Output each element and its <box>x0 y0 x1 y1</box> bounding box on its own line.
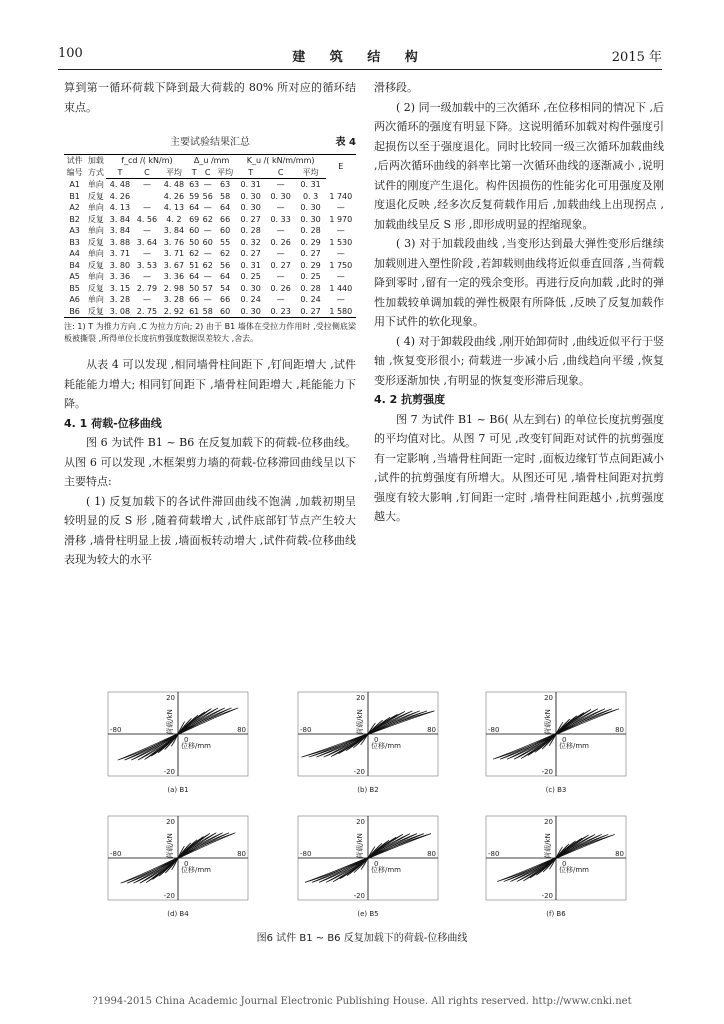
table-cell: 0. 30 <box>300 214 321 224</box>
y-tick-label: 20 <box>356 694 365 702</box>
table-cell: — <box>336 295 345 304</box>
table-cell: 0. 30 <box>270 191 291 201</box>
table-cell: — <box>142 249 151 258</box>
table-cell: 60 <box>219 226 231 235</box>
table-cell: 1 970 <box>329 214 353 224</box>
table-cell: 0. 24 <box>300 295 321 304</box>
table-cell: 2. 79 <box>136 283 158 293</box>
x-tick-label: 0 <box>184 860 189 868</box>
table-cell: 4. 13 <box>109 203 131 212</box>
x-tick-label: 0 <box>184 736 189 744</box>
y-axis-label: 荷载/kN <box>356 709 364 735</box>
y-tick-label: 20 <box>166 694 175 702</box>
table-cell: — <box>276 180 285 189</box>
table-subheader-cell: 平均 <box>296 167 326 179</box>
table-cell: — <box>276 272 285 281</box>
table-cell: 3. 36 <box>109 272 131 281</box>
table-cell: 0. 27 <box>300 249 321 258</box>
page-number: 100 <box>58 46 83 61</box>
x-tick-label: 0 <box>374 860 379 868</box>
figure-caption: 图6 试件 B1 ~ B6 反复加载下的荷载-位移曲线 <box>256 933 468 944</box>
table-cell: — <box>203 226 212 235</box>
table-cell: A5 <box>69 272 80 281</box>
table-cell: 0. 28 <box>300 226 321 235</box>
table-cell: — <box>336 249 345 258</box>
table-cell: 1 440 <box>329 283 353 293</box>
table-cell: — <box>276 249 285 258</box>
table-cell: 64 <box>219 272 231 281</box>
table-cell: 2. 75 <box>133 306 160 318</box>
table-row <box>64 248 356 260</box>
table-cell: 3. 71 <box>109 249 131 258</box>
x-axis-label: 位移/mm <box>559 742 589 750</box>
table-header-cell: K_u /( kN/m/mm) <box>236 155 326 167</box>
intro-paragraph: 算到第一循环荷载下降到最大荷载的 80% 所对应的循环结束点。 <box>64 81 356 114</box>
table-row <box>64 271 356 283</box>
table-cell: 反复 <box>87 191 104 201</box>
panel-label: (f) B6 <box>546 910 566 918</box>
table-number: 表 4 <box>335 137 356 148</box>
y-tick-label: -20 <box>541 892 553 900</box>
x-tick-label: 80 <box>237 850 246 858</box>
hysteresis-plot <box>472 682 640 800</box>
table-subheader-cell: 平均 <box>214 167 235 179</box>
table-header-text: 编号 <box>66 167 83 177</box>
table-cell: 单向 <box>87 249 104 258</box>
table-cell: 1 750 <box>329 260 353 270</box>
section-heading: 4. 2 抗剪强度 <box>374 393 446 406</box>
table-subheader-cell: C <box>201 167 215 179</box>
table-cell: 反复 <box>85 306 106 318</box>
x-tick-label: 80 <box>615 726 624 734</box>
paragraph: 图 7 为试件 B1 ~ B6( 从左到右) 的单位长度抗剪强度的平均值对比。从图 7 可见 ,改变钉间距对试件的抗剪强度有一定影响 ,当墙骨柱间距一定时 ,面板边缘钉节点间距减小 ,试件的抗剪强度有所增大。从图还可见 ,墙骨柱间距对抗剪强度有较大影响 ,钉间距一定时 ,墙骨柱间距越小 ,抗剪强度越大。 <box>374 412 664 523</box>
results-table <box>64 154 356 318</box>
table-cell: 0. 31 <box>240 260 261 270</box>
x-axis-label: 位移/mm <box>371 866 401 874</box>
table-cell: 3. 28 <box>163 295 185 304</box>
table-cell: 4. 13 <box>163 203 185 212</box>
x-tick-label: 80 <box>427 850 436 858</box>
x-tick-label: 0 <box>562 736 567 744</box>
table-cell: 反复 <box>87 283 104 293</box>
table-cell: 0. 27 <box>270 260 291 270</box>
y-tick-label: 20 <box>166 818 175 826</box>
table-subheader-cell: T <box>236 167 266 179</box>
table-cell: 4. 26 <box>163 191 185 201</box>
table-cell: 0. 31 <box>240 180 261 189</box>
table-header-cell: f_cd /( kN/m) <box>106 155 187 167</box>
table-cell: A4 <box>69 249 80 258</box>
table-cell: 单向 <box>87 179 104 189</box>
table-cell: 3. 15 <box>109 283 131 293</box>
table-cell: 0. 30 <box>240 283 261 293</box>
table-cell: — <box>203 295 212 304</box>
x-axis-label: 位移/mm <box>559 866 589 874</box>
table-cell: — <box>203 272 212 281</box>
table-cell: — <box>142 180 151 189</box>
table-subheader-cell: T <box>187 167 201 179</box>
hysteresis-panel <box>472 806 640 924</box>
table-cell: 63 <box>189 180 200 189</box>
x-tick-label: 80 <box>427 726 436 734</box>
table-cell: 0. 30 <box>236 306 266 318</box>
y-axis-label: 荷载/kN <box>544 833 552 859</box>
table-cell: 反复 <box>87 214 104 224</box>
table-cell: 57 <box>202 283 213 293</box>
y-axis-label: 荷载/kN <box>166 833 174 859</box>
table-cell: B1 <box>69 191 80 201</box>
table-cell: 3. 71 <box>163 249 185 258</box>
table-cell: — <box>336 203 345 212</box>
paragraph: 滑移段。 <box>374 81 418 94</box>
panel-label: (c) B3 <box>545 786 567 794</box>
table-cell: — <box>203 249 212 258</box>
table-cell: 0. 27 <box>240 249 261 258</box>
table-cell: 62 <box>202 260 213 270</box>
x-tick-label: 0 <box>374 736 379 744</box>
x-axis-label: 位移/mm <box>371 742 401 750</box>
panel-label: (e) B5 <box>357 910 379 918</box>
table-cell: 56 <box>202 191 213 201</box>
hysteresis-panel <box>94 682 262 800</box>
table-cell: 0. 27 <box>240 214 261 224</box>
x-tick-label: 0 <box>562 860 567 868</box>
panel-label: (d) B4 <box>167 910 189 918</box>
x-tick-label: -80 <box>110 726 122 734</box>
table-cell: 60 <box>189 226 200 235</box>
y-tick-label: 20 <box>544 694 553 702</box>
table-cell: 1 580 <box>326 306 356 318</box>
table-cell: 69 <box>189 214 200 224</box>
y-tick-label: -20 <box>541 768 553 776</box>
hysteresis-panel <box>284 682 452 800</box>
table-cell: 0. 25 <box>300 272 321 281</box>
table-cell: — <box>142 295 151 304</box>
table-cell: 60 <box>214 306 235 318</box>
table-row <box>64 283 356 295</box>
table-cell: 0. 29 <box>300 237 321 247</box>
table-cell: 58 <box>219 191 231 201</box>
table-cell: 64 <box>219 203 231 212</box>
table-cell: 0. 3 <box>302 191 319 201</box>
table-cell: B4 <box>69 260 80 270</box>
table-row <box>64 225 356 237</box>
table-cell: 50 <box>189 237 200 247</box>
x-tick-label: -80 <box>300 726 312 734</box>
table-row <box>64 306 356 318</box>
hysteresis-plot <box>284 806 452 924</box>
y-tick-label: 20 <box>544 818 553 826</box>
table-cell: 反复 <box>87 260 104 270</box>
table-cell: 0. 31 <box>300 180 321 189</box>
table-cell: 1 530 <box>329 237 353 247</box>
table-header-text: 加载 <box>87 156 104 166</box>
table-header-cell: E <box>326 155 356 179</box>
table-cell: 3. 84 <box>163 226 185 235</box>
y-axis-label: 荷载/kN <box>356 833 364 859</box>
table-cell: 3. 36 <box>163 272 185 281</box>
table-cell: 单向 <box>87 203 104 212</box>
table-cell: 1 740 <box>329 191 353 201</box>
table-cell: 62 <box>189 249 200 258</box>
paragraph: ( 4) 对于卸载段曲线 ,刚开始卸荷时 ,曲线近似平行于竖轴 ,恢复变形很小; 荷载进一步减小后 ,曲线趋向平缓 ,恢复变形逐渐加快 ,有明显的恢复变形滞后现象。 <box>374 334 664 387</box>
table-cell: 4. 56 <box>136 214 158 224</box>
table-cell: 0. 30 <box>300 203 321 212</box>
table-subheader-cell: 平均 <box>160 167 187 179</box>
table-header-cell <box>64 155 85 179</box>
table-cell: 0. 25 <box>240 272 261 281</box>
table-row <box>64 202 356 214</box>
table-cell: 0. 28 <box>240 226 261 235</box>
table-subheader-cell: C <box>266 167 296 179</box>
table-cell: 64 <box>189 272 200 281</box>
table-title: 主要试验结果汇总 <box>170 137 250 148</box>
table-cell: 3. 08 <box>106 306 133 318</box>
table-cell: B3 <box>69 237 80 247</box>
table-cell: 3. 76 <box>163 237 185 247</box>
hysteresis-plot <box>94 806 262 924</box>
panel-label: (b) B2 <box>357 786 379 794</box>
table-cell: B2 <box>69 214 80 224</box>
table-cell: A2 <box>69 203 80 212</box>
figure-6 <box>94 682 640 924</box>
table-cell: 0. 30 <box>240 203 261 212</box>
table-cell: — <box>203 180 212 189</box>
header-rule <box>58 69 662 70</box>
table-cell: — <box>276 295 285 304</box>
table-cell: 3. 84 <box>109 214 131 224</box>
hysteresis-panel <box>472 682 640 800</box>
table-caption <box>64 133 356 152</box>
hysteresis-plot <box>472 806 640 924</box>
table-cell: 62 <box>219 249 231 258</box>
table-cell: 反复 <box>87 237 104 247</box>
table-cell: 4. 26 <box>109 191 131 201</box>
table-cell: 58 <box>202 306 213 316</box>
table-row <box>64 179 356 191</box>
x-axis-label: 位移/mm <box>181 866 211 874</box>
table-cell: 66 <box>219 295 231 304</box>
table-row <box>64 294 356 306</box>
table-cell: B5 <box>69 283 80 293</box>
table-cell: 0. 28 <box>300 283 321 293</box>
table-cell: 0. 30 <box>240 191 261 201</box>
hysteresis-plot <box>94 682 262 800</box>
table-cell: 61 <box>189 306 200 316</box>
table-cell <box>326 179 356 191</box>
paragraph: 图 6 为试件 B1 ~ B6 在反复加载下的荷载-位移曲线。从图 6 可以发现 ,木框架剪力墙的荷载-位移滞回曲线呈以下主要特点: <box>64 436 356 488</box>
table-cell: 0. 24 <box>240 295 261 304</box>
table-row <box>64 191 356 203</box>
table-cell: 2. 92 <box>160 306 187 318</box>
y-tick-label: -20 <box>353 892 365 900</box>
x-tick-label: -80 <box>488 850 500 858</box>
table-cell: 63 <box>219 180 231 189</box>
table-subheader-cell: T <box>106 167 133 179</box>
table-cell: 0. 33 <box>270 214 291 224</box>
section-heading: 4. 1 荷载-位移曲线 <box>64 416 162 430</box>
table-row <box>64 237 356 249</box>
table-cell: A6 <box>69 295 80 304</box>
table-cell: 55 <box>219 237 231 247</box>
table-cell: 51 <box>189 260 200 270</box>
table-cell: 0. 32 <box>240 237 261 247</box>
x-tick-label: -80 <box>488 726 500 734</box>
journal-title: 建 筑 结 构 <box>292 50 428 65</box>
table-cell: — <box>203 203 212 212</box>
table-header-text: 试件 <box>66 156 83 166</box>
table-cell: — <box>276 226 285 235</box>
table-cell: 3. 88 <box>109 237 131 247</box>
table-cell: — <box>142 226 151 235</box>
paragraph: ( 2) 同一级加载中的三次循环 ,在位移相同的情况下 ,后两次循环的强度有明显下降。这说明循环加载对构件强度引起损伤以至于强度退化。同时比较同一级三次循环加载曲线 ,后两次循环曲线的斜率比第一次循环曲线的逐渐减小 ,说明试件的刚度产生退化。构件因损伤的性能劣化可用强度及刚度退化反映 ,经多次反复荷载作用后 ,加载曲线上出现拐点 ,加载曲线呈反 S 形 ,即形成明显的捏缩现象。 <box>374 100 664 231</box>
table-cell: 3. 53 <box>136 260 158 270</box>
left-column <box>64 78 356 570</box>
table-cell: 50 <box>189 283 200 293</box>
right-column <box>374 78 664 527</box>
table-cell: 64 <box>189 203 200 212</box>
table-subheader-cell: C <box>133 167 160 179</box>
year: 2015 年 <box>611 50 662 65</box>
table-note: 注: 1) T 为推力方向 ,C 为拉力方向; 2) 由于 B1 墙体在受拉力作用时 ,受拉侧底梁板被撕裂 ,所得单位长度抗剪强度数据误差较大 ,舍去。 <box>64 322 356 343</box>
table-cell: 0. 26 <box>270 237 291 247</box>
y-tick-label: -20 <box>353 768 365 776</box>
table-cell: 单向 <box>87 226 104 235</box>
table-cell: 54 <box>219 283 231 293</box>
y-tick-label: 20 <box>356 818 365 826</box>
table-cell: 单向 <box>87 272 104 281</box>
table-cell: — <box>276 203 285 212</box>
table-cell: — <box>336 226 345 235</box>
table-cell: 0. 23 <box>266 306 296 318</box>
table-cell: A3 <box>69 226 80 235</box>
table-cell: — <box>336 272 345 281</box>
table-cell: 单向 <box>87 295 104 304</box>
copyright-footer: ?1994-2015 China Academic Journal Electronic Publishing House. All rights reserved. http://www.cnki.net <box>92 996 632 1007</box>
table-header-text: 方式 <box>87 167 104 177</box>
table-cell: 4. 48 <box>109 180 131 189</box>
table-cell: 66 <box>189 295 200 304</box>
table-cell: 56 <box>219 260 231 270</box>
table-cell: 3. 84 <box>109 226 131 235</box>
table-cell: 4. 48 <box>163 180 185 189</box>
table-cell: 3. 67 <box>163 260 185 270</box>
table-cell: 3. 80 <box>109 260 131 270</box>
x-tick-label: 80 <box>615 850 624 858</box>
paragraph: ( 3) 对于加载段曲线 ,当变形达到最大弹性变形后继续加载则进入塑性阶段 ,若卸载则曲线将近似垂直回落 ,当荷载降到零时 ,留有一定的残余变形。再进行反向加载 ,此时的弹性加载较单调加载的弹性极限有所降低 ,反映了反复加载作用下试件的软化现象。 <box>374 237 664 328</box>
y-tick-label: -20 <box>163 892 175 900</box>
hysteresis-plot <box>284 682 452 800</box>
table-cell: 66 <box>219 214 231 224</box>
table-cell <box>133 191 160 203</box>
table-cell: — <box>142 272 151 281</box>
table-header-cell: Δ_u /mm <box>187 155 235 167</box>
table-cell: 62 <box>202 214 213 224</box>
hysteresis-panel <box>284 806 452 924</box>
table-cell: 0. 26 <box>270 283 291 293</box>
table-row <box>64 214 356 226</box>
x-axis-label: 位移/mm <box>181 742 211 750</box>
table-cell: A1 <box>69 179 80 189</box>
table-cell: 2. 98 <box>163 283 185 293</box>
x-tick-label: -80 <box>110 850 122 858</box>
x-tick-label: 80 <box>237 726 246 734</box>
x-tick-label: -80 <box>300 850 312 858</box>
table-cell: 4. 2 <box>166 214 182 224</box>
y-tick-label: -20 <box>163 768 175 776</box>
table-cell: 60 <box>202 237 213 247</box>
table-cell: B6 <box>64 306 85 318</box>
y-axis-label: 荷载/kN <box>166 709 174 735</box>
paragraph: 从表 4 可以发现 ,相同墙骨柱间距下 ,钉间距增大 ,试件耗能能力增大; 相同钉间距下 ,墙骨柱间距增大 ,耗能能力下降。 <box>64 358 356 410</box>
y-axis-label: 荷载/kN <box>544 709 552 735</box>
table-row <box>64 260 356 272</box>
paragraph: ( 1) 反复加载下的各试件滞回曲线不饱满 ,加载初期呈较明显的反 S 形 ,随着荷载增大 ,试件底部钉节点产生较大滑移 ,墙骨柱明显上拔 ,墙面板转动增大 ,试件荷载-位移曲线表现为较大的水平 <box>64 494 356 566</box>
page-header <box>58 46 662 68</box>
table-cell: 3. 28 <box>109 295 131 304</box>
table-cell: 0. 27 <box>296 306 326 318</box>
table-header-cell <box>85 155 106 179</box>
table-cell: — <box>142 203 151 212</box>
table-cell: 3. 64 <box>136 237 158 247</box>
panel-label: (a) B1 <box>167 786 189 794</box>
table-cell: 0. 29 <box>300 260 321 270</box>
hysteresis-panel <box>94 806 262 924</box>
table-cell: 59 <box>189 191 200 201</box>
